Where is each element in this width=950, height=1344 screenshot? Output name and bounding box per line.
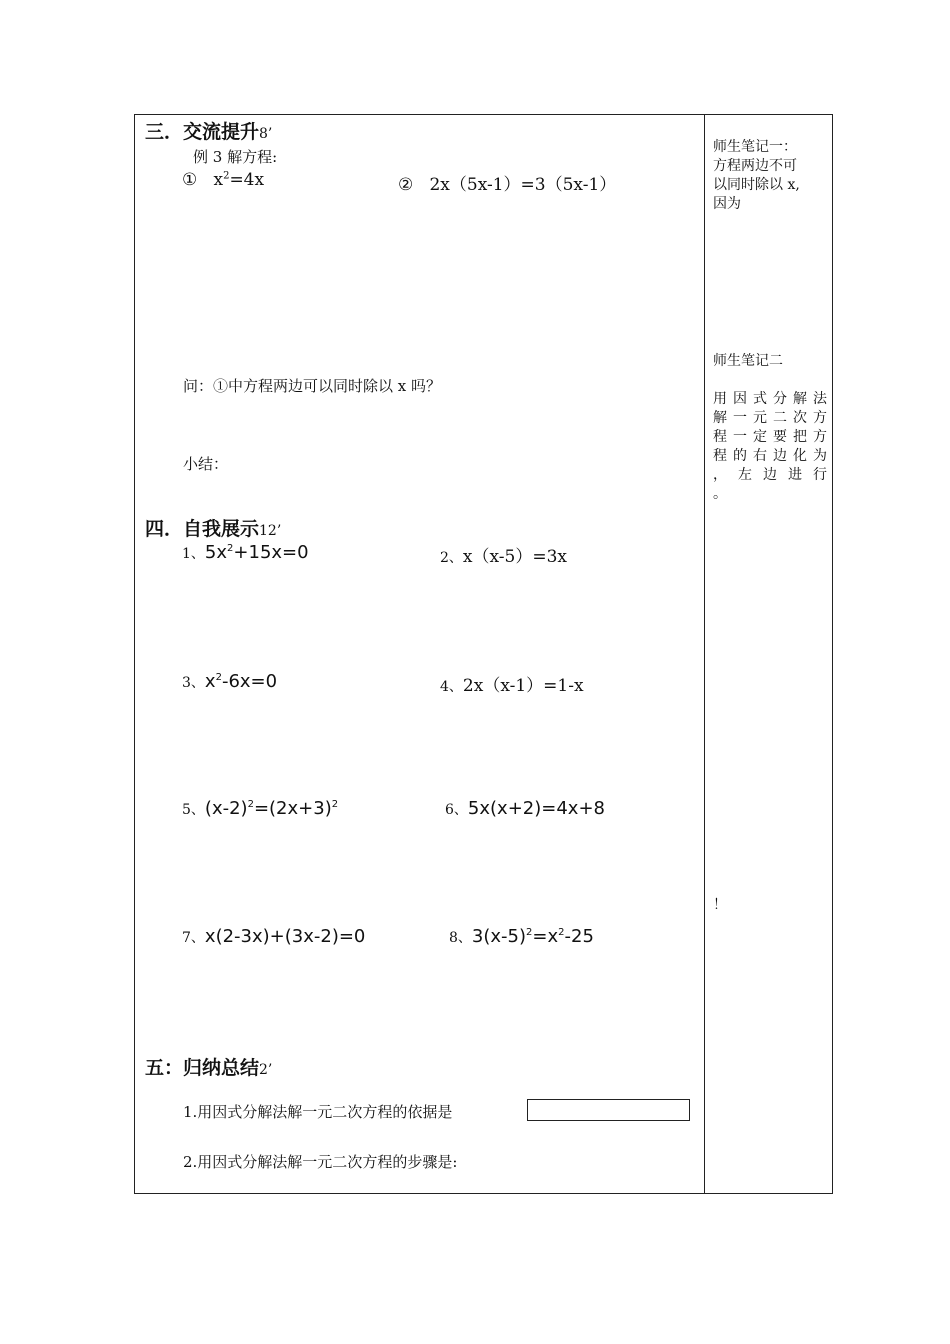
answer-blank[interactable]	[527, 1099, 690, 1121]
question-text: 问：①中方程两边可以同时除以 x 吗？	[183, 377, 441, 395]
teacher-note-1: 师生笔记一： 方程两边不可 以同时除以 x, 因为	[713, 139, 800, 212]
problem-4: 4、2x（x-1）=1-x	[440, 676, 584, 696]
example-eq2: ② 2x（5x-1）=3（5x-1）	[398, 175, 617, 195]
problem-1: 1、$5x^2+15x=0$	[182, 542, 309, 563]
summary-item-1: 1.用因式分解法解一元二次方程的依据是	[183, 1103, 453, 1121]
summary-item-2: 2.用因式分解法解一元二次方程的步骤是:	[183, 1153, 458, 1171]
section4-time: 12’	[259, 523, 282, 539]
section5-time: 2’	[259, 1062, 273, 1078]
example-label: 例 3 解方程:	[193, 148, 278, 166]
note-exclamation: ！	[713, 897, 727, 913]
teacher-note-2: 用因式分解法 解一元二次方 程一定要把方 程的右边化为 ，左边进行 。	[713, 391, 827, 502]
teacher-note-2-title: 师生笔记二	[713, 353, 783, 369]
problem-2: 2、x（x-5）=3x	[440, 547, 568, 567]
column-divider	[704, 114, 705, 1194]
section3-time: 8’	[259, 126, 273, 142]
section5-heading: 五：归纳总结2’	[145, 1057, 273, 1079]
problem-8: 8、$3(x-5)^2=x^2-25$	[449, 926, 594, 947]
problem-7: 7、x(2-3x)+(3x-2)=0	[182, 926, 366, 947]
section4-heading: 四．自我展示12’	[145, 518, 282, 540]
summary-label: 小结：	[183, 455, 229, 473]
problem-5: 5、$(x-2)^2=(2x+3)^2$	[182, 798, 339, 819]
problem-3: 3、$x^2-6x=0$	[182, 671, 278, 692]
example-eq1: ① $x^2=4x$	[182, 170, 265, 190]
problem-6: 6、5x(x+2)=4x+8	[445, 798, 605, 819]
worksheet-table	[134, 114, 833, 1194]
section3-heading: 三．交流提升8’	[145, 121, 273, 143]
